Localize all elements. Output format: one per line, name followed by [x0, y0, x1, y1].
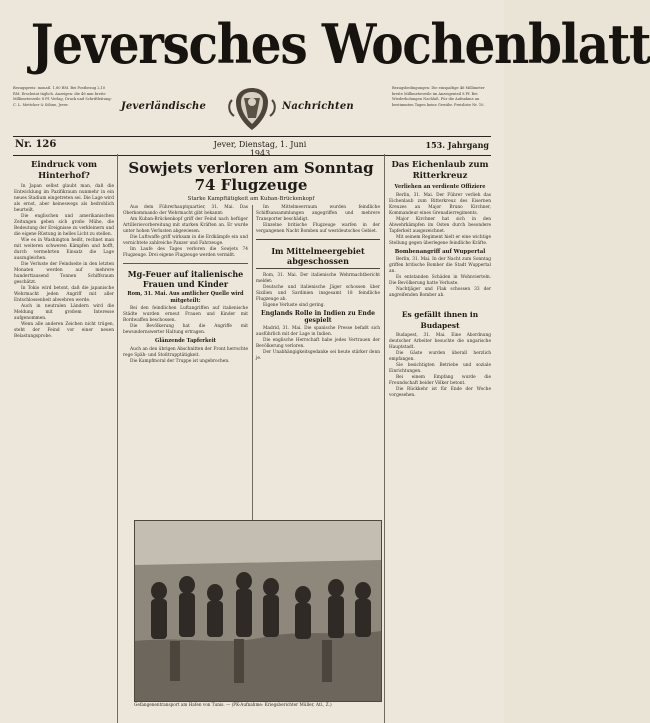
right-column-paragraph: Berlin, 31. Mai. Der Führer verlieh das Eichenlaub zum Ritterkreuz des Eisernen Kreuzes an Major Bruno Kirchner, Kommandeur eines Grenadierregiments. — [389, 192, 491, 216]
masthead-left-subtitle: Jeverländische — [121, 101, 207, 112]
left-column-paragraph: Wenn alle anderen Zeichen nicht trügen, steht der Feind vor einer neuen Belastungsprobe. — [14, 322, 114, 339]
center-left-paragraph: Die Kampfmoral der Truppe ist ungebrochen. — [130, 358, 230, 364]
center-right-paragraph: Im Mittelmeerraum wurden feindliche Schiffsansammlungen angegriffen und mehrere Transporter beschädigt. — [256, 205, 380, 222]
right-column — [389, 154, 491, 723]
center-left-headline-3: Glänzende Tapferkeit — [154, 338, 217, 345]
center-left-paragraph: Am Kuban-Brückenkopf griff der Feind nach heftiger Artillerievorbereitung mit starken Kräften an. Er wurde unter hohen Verlusten abgewiesen. — [123, 217, 248, 234]
left-column — [14, 154, 114, 723]
masthead-left-note: Bezugspreis: monatl. 1,80 RM. Bei Postbezug 2,10 RM. Erscheint täglich. Anzeigen: die 46 mm breite Millimeterzeile 8 Pf. Verlag, Druck und Schriftleitung: C. L. Mettcker & Söhne, Jever. — [13, 86, 112, 107]
masthead-right-note: Bezugsbedingungen: Die einspaltige 46 Millimeter breite Millimeterzeile im Anzeigenteil 8 Pf. Bei Wiederholungen Nachlaß. Für die Aufnahme an bestimmten Tagen keine Gewähr. Preisliste Nr. 10. — [392, 86, 485, 107]
right-column-paragraph: Es entstanden Schäden in Wohnvierteln. Die Bevölkerung hatte Verluste. — [389, 275, 491, 287]
news-photo-illustration — [135, 521, 381, 701]
left-column-paragraph: Wie es in Washington heißt, rechnet man mit weiteren schweren Kämpfen und hofft, durch vermehrten Einsatz die Lage auszugleichen. — [14, 238, 114, 261]
right-column-headline: Das Eichenlaub zum Ritterkreuz — [391, 160, 489, 181]
right-column-subheadline: Verliehen an verdiente Offiziere — [394, 184, 486, 190]
lead-headline — [122, 160, 380, 194]
right-column-headline-2: Bombenangriff auf Wuppertal — [394, 248, 486, 255]
right-column-paragraph: Berlin, 31. Mai. In der Nacht zum Sonntag griffen britische Bomber die Stadt Wuppertal an. — [389, 257, 491, 275]
column-divider — [384, 154, 385, 723]
center-left-paragraph: Die Luftwaffe griff wirksam in die Erdkämpfe ein und vernichtete zahlreiche Panzer und Fahrzeuge. — [123, 235, 248, 246]
right-column-headline-3: Es gefällt ihnen in Budapest — [401, 310, 479, 331]
left-column-paragraph: In Tokio wird betont, daß die japanische Wehrmacht jeden Angriff mit aller Entschlossenheit abwehren werde. — [14, 286, 114, 303]
left-column-headline: Eindruck vom Hinterhof? — [30, 160, 98, 181]
center-right-paragraph: Deutsche und italienische Jäger schossen über Sizilien und Sardinien insgesamt 18 feindliche Flugzeuge ab. — [256, 285, 380, 302]
right-column-paragraph: Die Gäste wurden überall herzlich empfangen. — [389, 351, 491, 363]
masthead-right-subtitle: Nachrichten — [282, 101, 354, 112]
issue-info-bar — [13, 136, 491, 156]
center-right-paragraph: Madrid, 31. Mai. Die spanische Presse befaßt sich ausführlich mit der Lage in Indien. — [256, 326, 380, 338]
center-right-paragraph: Rom, 31. Mai. Der italienische Wehrmachtbericht meldet: — [256, 273, 380, 284]
center-left-paragraph: Auch an den übrigen Abschnitten der Front herrschte rege Späh- und Stoßtrupptätigkeit. — [123, 346, 248, 358]
lead-headline-line-2: 74 Flugzeuge — [194, 176, 308, 194]
right-column-paragraph: Mit seinem Regiment hielt er eine wichtige Stellung gegen überlegene feindliche Kräfte. — [389, 234, 491, 246]
issue-number: Nr. 126 — [15, 139, 57, 150]
issue-date: Jever, Dienstag, 1. Juni 1943 — [213, 140, 307, 158]
left-column-paragraph: Auch in neutralen Ländern wird die Meldung mit großem Interesse aufgenommen. — [14, 304, 114, 321]
column-divider — [252, 205, 253, 520]
center-right-paragraph: Die englische Herrschaft habe jedes Vertrauen der Bevölkerung verloren. — [256, 338, 380, 350]
right-column-paragraph: Bei einem Empfang wurde die Freundschaft beider Völker betont. — [389, 375, 491, 387]
right-column-paragraph: Die Rückkehr ist für Ende der Woche vorgesehen. — [389, 387, 491, 399]
left-column-paragraph: Die englischen und amerikanischen Zeitungen geben sich große Mühe, die Bedeutung der Ereignisse zu verkleinern und die eigene Rüstung in helles Licht zu stellen. — [14, 214, 114, 237]
center-right-column — [256, 205, 380, 520]
center-right-headline-2: Im Mittelmeergebiet abgeschossen — [271, 246, 365, 266]
right-column-paragraph: Sie besichtigten Betriebe und soziale Einrichtungen. — [389, 363, 491, 375]
lead-headline-line-1: Sowjets verloren am Sonntag — [128, 159, 374, 177]
left-column-paragraph: In Japan selbst glaubt man, daß die Entwicklung im Pazifikraum nunmehr in ein neues Stadium eingetreten sei. Die Lage wird als ernst, aber keineswegs als bedrohlich beurteilt. — [14, 184, 114, 213]
center-left-paragraph: Bei den feindlichen Luftangriffen auf italienische Städte wurden erneut Frauen und Kinder mit Bordwaffen beschossen. — [123, 306, 248, 324]
masthead — [0, 0, 650, 136]
center-right-paragraph: Eigene Verluste sind gering. — [263, 303, 325, 308]
lead-subline: Starke Kampftätigkeit am Kuban-Brückenkopf — [187, 196, 315, 202]
photo-caption: Gefangenentransport am Hafen von Tunis. — (PK-Aufnahme: Kriegsberichter Müller, Atl., Z.) — [134, 702, 332, 707]
mediterranean-box — [256, 239, 380, 269]
column-divider — [117, 154, 118, 723]
right-column-paragraph: Budapest, 31. Mai. Eine Abordnung deutscher Arbeiter besuchte die ungarische Hauptstadt. — [389, 333, 491, 351]
center-left-column — [123, 205, 248, 520]
center-right-headline-3: Englands Rolle in Indien zu Ende gespielt — [261, 310, 375, 324]
right-column-paragraph: Major Kirchner hat sich in den Abwehrkämpfen im Osten durch besondere Tapferkeit ausgezeichnet. — [389, 216, 491, 234]
issue-year: 153. Jahrgang — [425, 140, 489, 150]
center-left-headline-2: Mg-Feuer auf italienische Frauen und Kinder — [127, 269, 244, 289]
right-column-paragraph: Nachtjäger und Flak schossen 33 der angreifenden Bomber ab. — [389, 287, 491, 299]
newspaper-title: Jeversches Wochenblatt — [30, 12, 650, 76]
center-left-subheadline-2: Rom, 31. Mai. Aus amtlicher Quelle wird mitgeteilt: — [127, 291, 244, 304]
left-column-paragraph: Die Verluste der Feindseite in den letzten Monaten werden auf mehrere hunderttausend Tonnen Schiffsraum geschätzt. — [14, 262, 114, 285]
news-photo — [134, 520, 382, 702]
center-left-paragraph: Aus dem Führerhauptquartier, 31. Mai. Das Oberkommando der Wehrmacht gibt bekannt: — [123, 205, 248, 216]
center-right-paragraph: Der Unabhängigkeitsgedanke sei heute stärker denn je. — [256, 350, 380, 362]
coat-of-arms-icon — [224, 84, 280, 134]
center-left-paragraph: Die Bevölkerung hat die Angriffe mit bewundernswerter Haltung ertragen. — [123, 324, 248, 336]
center-right-paragraph: Einzelne britische Flugzeuge warfen in der vergangenen Nacht Bomben auf westdeutsches Gebiet. — [256, 223, 380, 234]
center-left-paragraph: Im Laufe des Tages verloren die Sowjets 74 Flugzeuge. Drei eigene Flugzeuge werden vermißt. — [123, 247, 248, 258]
section-divider — [123, 263, 248, 264]
